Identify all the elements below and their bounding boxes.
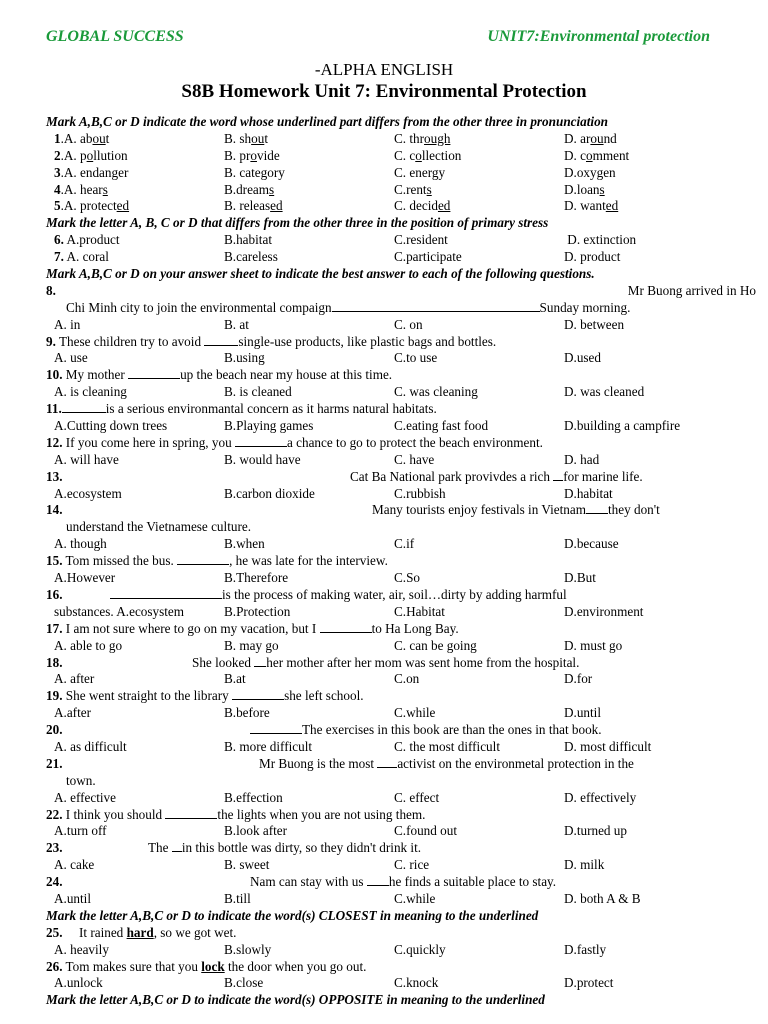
options-row: A. able to go B. may go C. can be going D. must go: [54, 637, 623, 653]
question-row: 4.A. hears B.dreams C.rents D.loans: [54, 181, 605, 197]
instruction-opposite: Mark the letter A,B,C or D to indicate the word(s) OPPOSITE in meaning to the underlined: [46, 992, 545, 1008]
question-13: 13. Cat Ba National park provivdes a rich for marine life.: [46, 468, 643, 484]
page-title: S8B Homework Unit 7: Environmental Protection: [181, 81, 587, 102]
question-10: 10. My mother up the beach near my house at this time.: [46, 367, 393, 383]
instruction-best-answer: Mark A,B,C or D on your answer sheet to indicate the best answer to each of the following questions.: [46, 266, 595, 282]
options-row: A. in B. at C. on D. between: [54, 316, 625, 332]
question-15: 15. Tom missed the bus. , he was late for the interview.: [46, 553, 388, 569]
question-25: 25. It rained hard, so we got wet.: [46, 924, 237, 940]
question-row: 1.A. about B. shout C. through D. around: [54, 130, 617, 146]
options-row: A. though B.when C.if D.because: [54, 536, 619, 552]
options-row: A.unlock B.close C.knock D.protect: [54, 975, 614, 991]
options-row: A. cake B. sweet C. rice D. milk: [54, 857, 605, 873]
options-row: A. will have B. would have C. have D. had: [54, 451, 600, 467]
question-8: 8. Mr Buong arrived in Ho: [46, 282, 756, 298]
exercise-content: Mark A,B,C or D indicate the word whose underlined part differs from the other three in pronunciation 1.A. about B. shout C. through D. around 2.A. pollution B. provide C. collection D. comment 3.A. endanger B. category C. energy D.oxygen 4.A. hears B.dreams C.rents D.loans 5.A. protected B. released C. decided D. wanted Mark the letter A, B, C or D that differs from the other three in the position of primary stress 6. A.product B.habitat C.resident D. extinction 7. A. coral B.careless C.participate D. product Mark A,B,C or D on your answer sheet to indicate the best answer to each of the following questions. 8. Mr Buong arrived in Ho Chi Minh city to join the environmental compaign Sunday morning. A. in B. at C. on D. between 9. These children try to avoid single-use products, like plastic bags and bottles. A. use B.using C.to use D.used 10. My mother up the beach near my house at this time. A. is cleaning B. is cleaned C. was cleaning D. was cleaned 11. is a serious environmantal concern as it harms natural habitats. A.Cutting down trees B.Playing games C.eating fast food D.building a campfire 12. If you come here in spring, you a chance to go to protect the beach environment. A. will have B. would have C. have D. had 13. Cat Ba National park provivdes a rich for marine life. A.ecosystem B.carbon dioxide C.rubbish D.habitat 14. Many tourists enjoy festivals in Vietnam they don't understand the Vietnamese culture. A. though B.when C.if D.because 15. Tom missed the bus. , he was late for the interview. A.However B.Therefore C.So D.But 16. is the process of making water, air, soil…dirty by adding harmful substances. A.ecosystem B.Protection C.Habitat D.environment 17. I am not sure where to go on my vacation, but I to Ha Long Bay. A. able to go B. may go C. can be going D. must go 18. She looked her mother after her mom was sent home from the hospital. A. after B.at C.on D.for 19. She went straight to the library she left school. A.after B.before C.while D.until 20. The exercises in this book are than the ones in that book. A. as difficult B. more difficult C. the most difficult D. most difficult 21. Mr Buong is the most activist on the environmetal protection in the town. A. effective B.effection C. effect D. effectively 22. I think you should the lights when you are not using them. A.turn off B.look after C.found out D.turned up 23. The in this bottle was dirty, so they didn't drink it. A. cake B. sweet C. rice D. milk 24. Nam can stay with us he finds a suitable place to stay. A.until B.till C.while D. both A & B Mark the letter A,B,C or D to indicate the word(s) CLOSEST in meaning to the underlined 25. It rained hard, so we got wet. A. heavily B.slowly C.quickly D.fastly 26. Tom makes sure that you lock the door when you go out. A.unlock B.close C.knock D.protect Mark the letter A,B,C or D to indicate the word(s) OPPOSITE in meaning to the underlined: [46, 114, 756, 1008]
question-17: 17. I am not sure where to go on my vacation, but I to Ha Long Bay.: [46, 620, 459, 636]
instruction-stress: Mark the letter A, B, C or D that differs from the other three in the position of primary stress: [46, 215, 549, 231]
question-row: 6. A.product B.habitat C.resident D. extinction: [54, 232, 637, 248]
options-row: A.ecosystem B.carbon dioxide C.rubbish D.habitat: [54, 485, 613, 501]
question-26: 26. Tom makes sure that you lock the door when you go out.: [46, 958, 367, 974]
question-22: 22. I think you should the lights when you are not using them.: [46, 806, 426, 822]
question-16: 16. is the process of making water, air, soil…dirty by adding harmful: [46, 586, 567, 602]
options-row: A.However B.Therefore C.So D.But: [54, 570, 596, 586]
header-right: UNIT7:Environmental protection: [487, 28, 710, 45]
question-24: 24. Nam can stay with us he finds a suitable place to stay.: [46, 874, 557, 890]
question-row: 3.A. endanger B. category C. energy D.oxygen: [54, 164, 616, 180]
options-row: A. use B.using C.to use D.used: [54, 350, 601, 366]
options-row: A. as difficult B. more difficult C. the most difficult D. most difficult: [54, 738, 652, 754]
question-12: 12. If you come here in spring, you a chance to go to protect the beach environment.: [46, 434, 543, 450]
question-9: 9. These children try to avoid single-use products, like plastic bags and bottles.: [46, 333, 497, 349]
header-left: GLOBAL SUCCESS: [46, 28, 184, 45]
question-23: 23. The in this bottle was dirty, so they didn't drink it.: [46, 840, 422, 856]
options-row: A.Cutting down trees B.Playing games C.eating fast food D.building a campfire: [54, 418, 681, 434]
subtitle: -ALPHA ENGLISH: [314, 60, 454, 79]
question-14: 14. Many tourists enjoy festivals in Vietnam they don't: [46, 502, 660, 518]
options-row: A.after B.before C.while D.until: [54, 705, 601, 721]
question-20: 20. The exercises in this book are than the ones in that book.: [46, 722, 602, 738]
question-18: 18. She looked her mother after her mom was sent home from the hospital.: [46, 654, 580, 670]
question-row: 7. A. coral B.careless C.participate D. product: [54, 249, 621, 265]
options-row: A. heavily B.slowly C.quickly D.fastly: [54, 941, 607, 957]
options-row: substances. A.ecosystem B.Protection C.Habitat D.environment: [54, 603, 644, 619]
options-row: A. effective B.effection C. effect D. effectively: [54, 789, 637, 805]
instruction-closest: Mark the letter A,B,C or D to indicate the word(s) CLOSEST in meaning to the underlined: [46, 907, 539, 923]
question-row: 2.A. pollution B. provide C. collection D. comment: [54, 147, 630, 163]
options-row: A. is cleaning B. is cleaned C. was cleaning D. was cleaned: [54, 384, 645, 400]
question-row: 5.A. protected B. released C. decided D. wanted: [54, 198, 619, 214]
question-21: 21. Mr Buong is the most activist on the environmetal protection in the: [46, 755, 634, 771]
options-row: A. after B.at C.on D.for: [54, 671, 593, 687]
question-11: 11. is a serious environmantal concern as it harms natural habitats.: [46, 401, 437, 417]
options-row: A.until B.till C.while D. both A & B: [54, 890, 641, 906]
question-19: 19. She went straight to the library she left school.: [46, 688, 364, 704]
options-row: A.turn off B.look after C.found out D.turned up: [54, 823, 627, 839]
instruction-pronunciation: Mark A,B,C or D indicate the word whose underlined part differs from the other three in pronunciation: [46, 114, 609, 129]
